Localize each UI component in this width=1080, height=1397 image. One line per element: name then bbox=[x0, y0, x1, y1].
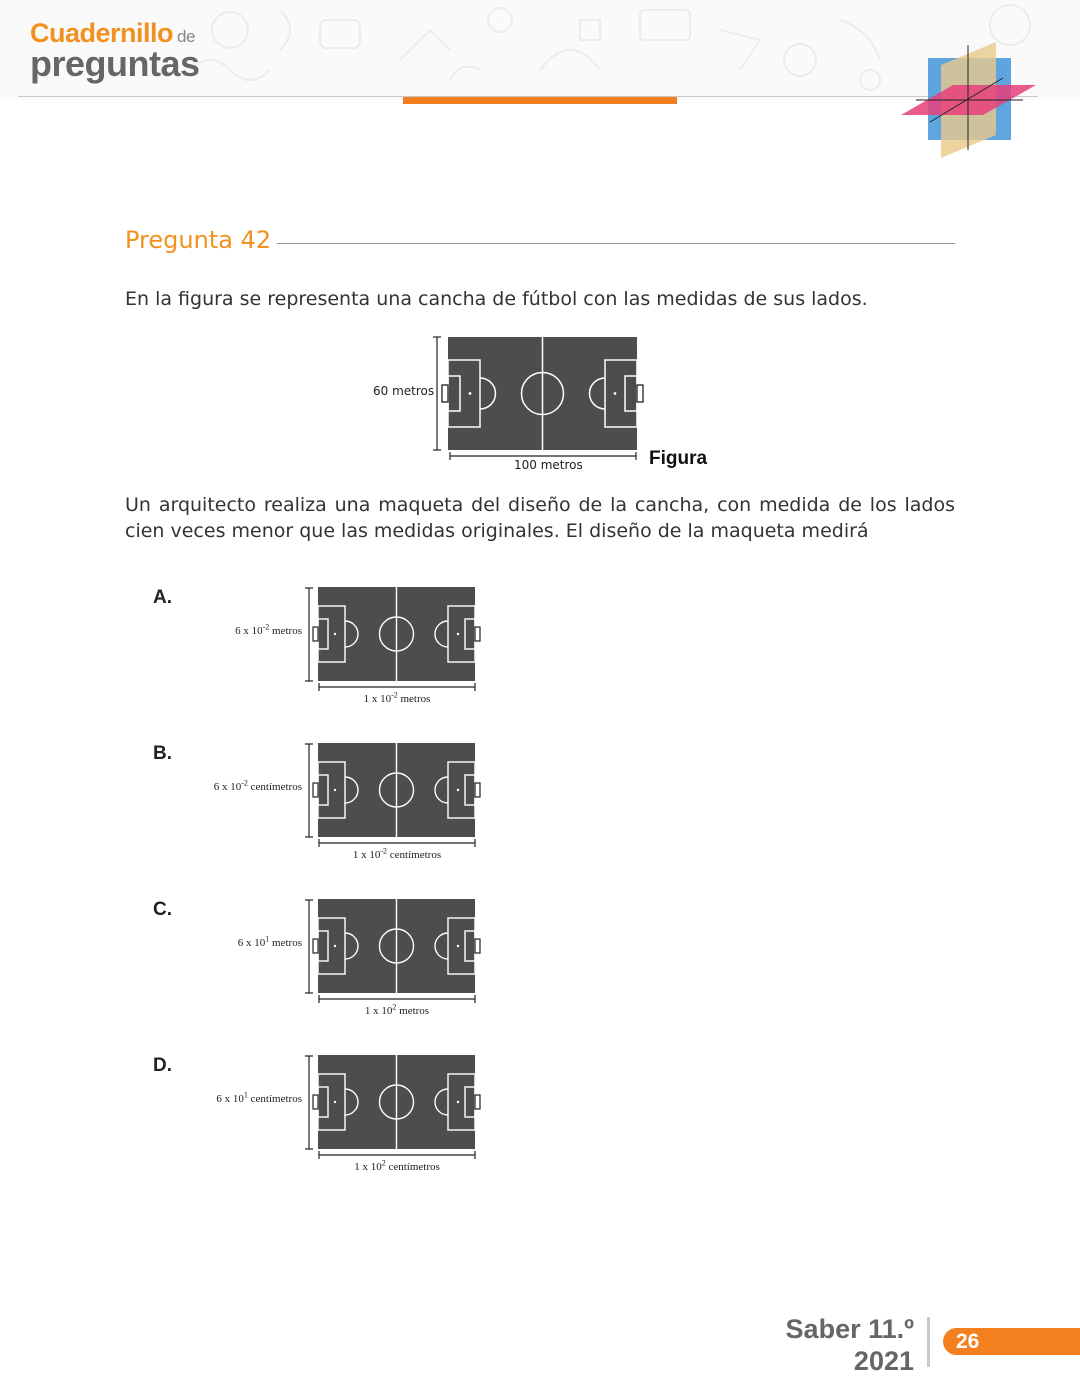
label-unit: metros bbox=[396, 1005, 430, 1017]
question-statement: Un arquitecto realiza una maqueta del diseño de la cancha, con medida de los lados cien veces menor que las medidas originales. El diseño de la maqueta medirá bbox=[125, 494, 955, 542]
soccer-field-figure bbox=[430, 334, 650, 464]
label-exponent: -2 bbox=[380, 846, 388, 856]
option-height-label bbox=[235, 622, 302, 637]
label-exponent: -2 bbox=[241, 778, 248, 788]
brand-logo bbox=[30, 18, 200, 84]
label-unit: centímetros bbox=[247, 1093, 302, 1105]
question-title-rule bbox=[277, 243, 955, 244]
question-title: Pregunta 42 bbox=[125, 226, 272, 254]
figure-caption: Figura bbox=[649, 448, 708, 469]
option-width-label bbox=[354, 1158, 440, 1173]
option-letter[interactable]: D. bbox=[153, 1055, 172, 1076]
footer-separator bbox=[927, 1317, 930, 1367]
option-width-label bbox=[364, 1002, 430, 1017]
option-height-label bbox=[213, 778, 302, 793]
page-number: 26 bbox=[956, 1330, 980, 1353]
brand-de: de bbox=[177, 27, 195, 46]
option-letter[interactable]: A. bbox=[153, 587, 172, 608]
footer-exam-title bbox=[786, 1313, 914, 1377]
label-exponent: -2 bbox=[391, 690, 398, 700]
option-field-diagram bbox=[304, 741, 484, 851]
footer-year: 2021 bbox=[853, 1346, 914, 1376]
label-exponent: -2 bbox=[262, 622, 270, 632]
brand-cuadernillo: Cuadernillo bbox=[30, 18, 174, 48]
label-exponent: 2 bbox=[392, 1002, 397, 1012]
label-base: 1 x 10 bbox=[352, 849, 381, 861]
3d-axes-icon bbox=[898, 40, 1043, 162]
label-unit: centímetros bbox=[387, 849, 442, 861]
option-field-diagram bbox=[304, 1053, 484, 1163]
label-base: 6 x 10 bbox=[216, 1093, 244, 1105]
label-base: 6 x 10 bbox=[237, 937, 266, 949]
label-base: 1 x 10 bbox=[354, 1161, 382, 1173]
label-unit: metros bbox=[269, 937, 302, 949]
label-exponent: 2 bbox=[381, 1158, 386, 1168]
option-height-label bbox=[237, 934, 302, 949]
option-height-label bbox=[216, 1090, 302, 1105]
label-base: 1 x 10 bbox=[364, 1005, 393, 1017]
label-unit: metros bbox=[269, 625, 302, 637]
label-base: 1 x 10 bbox=[363, 693, 392, 705]
figure-height-label: 60 metros bbox=[373, 384, 435, 398]
footer-exam: Saber 11.º bbox=[785, 1314, 914, 1344]
header-accent-bar bbox=[403, 97, 677, 104]
label-unit: metros bbox=[397, 693, 431, 705]
option-field-diagram bbox=[304, 585, 484, 695]
option-field-diagram bbox=[304, 897, 484, 1007]
label-unit: centímetros bbox=[385, 1161, 440, 1173]
question-intro: En la figura se representa una cancha de fútbol con las medidas de sus lados. bbox=[125, 288, 868, 310]
label-base: 6 x 10 bbox=[213, 781, 242, 793]
option-letter[interactable]: B. bbox=[153, 743, 172, 764]
option-letter[interactable]: C. bbox=[153, 899, 172, 920]
label-unit: centímetros bbox=[247, 781, 302, 793]
label-exponent: 1 bbox=[265, 934, 270, 944]
brand-preguntas: preguntas bbox=[30, 43, 200, 84]
figure-width-label: 100 metros bbox=[514, 458, 583, 472]
label-exponent: 1 bbox=[243, 1090, 248, 1100]
label-base: 6 x 10 bbox=[235, 625, 263, 637]
option-width-label bbox=[363, 690, 431, 705]
option-width-label bbox=[352, 846, 442, 861]
